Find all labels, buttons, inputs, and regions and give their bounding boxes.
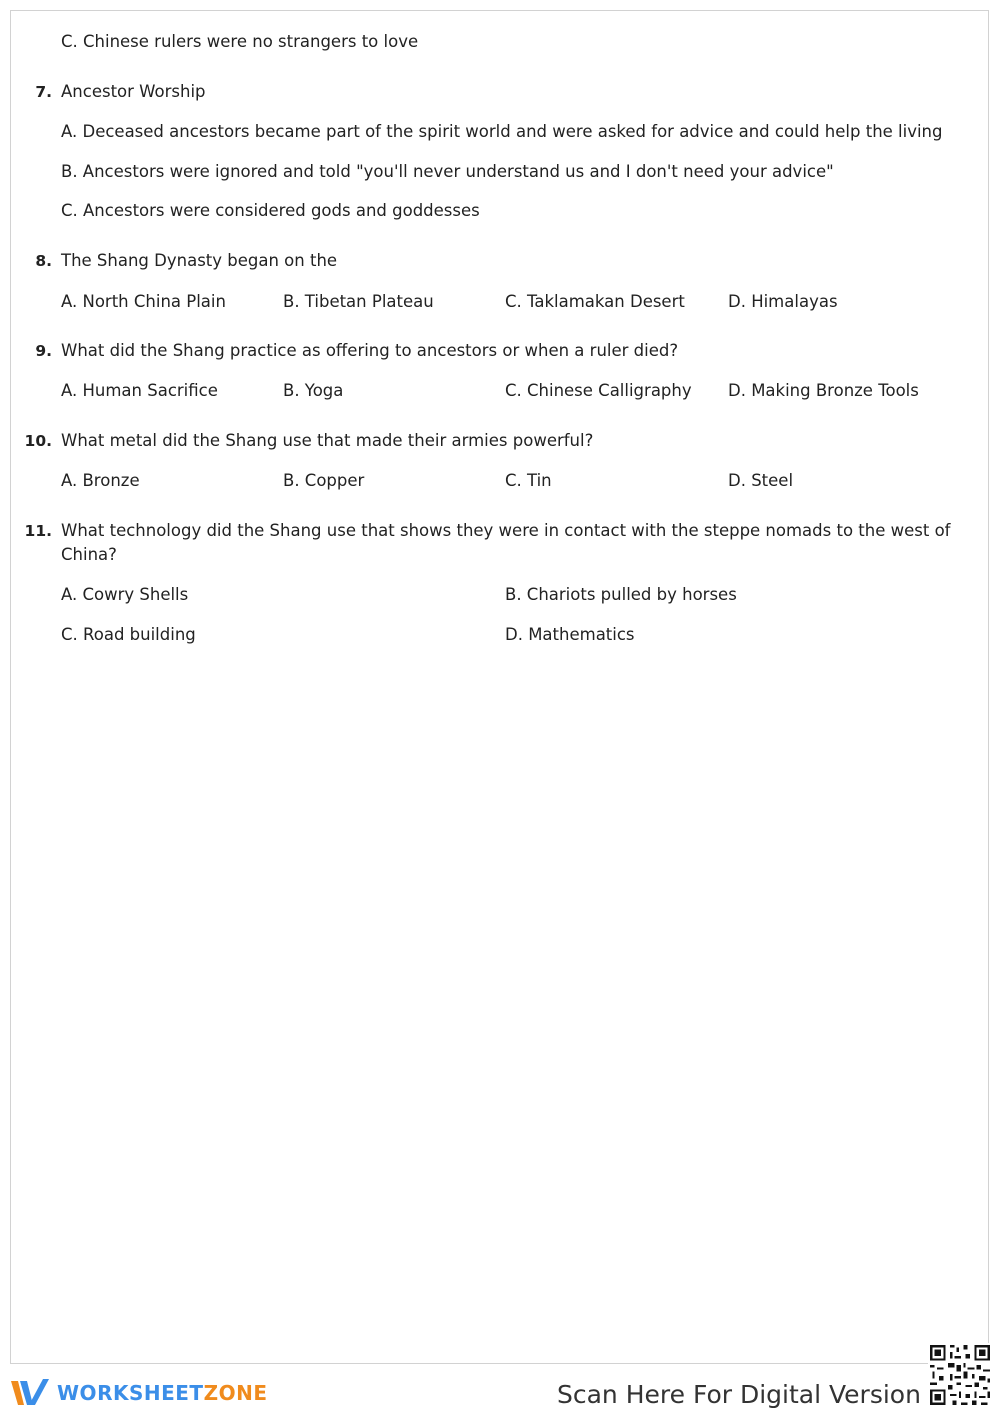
logo-word-zone: ZONE xyxy=(203,1381,268,1405)
option-c[interactable]: C. Chinese Calligraphy xyxy=(505,381,692,400)
question-text: The Shang Dynasty began on the xyxy=(61,251,338,270)
worksheetzone-logo-icon xyxy=(9,1377,51,1409)
option-c[interactable]: C. Ancestors were considered gods and goddesses xyxy=(61,201,480,220)
question-text: What did the Shang practice as offering to ancestors or when a ruler died? xyxy=(61,341,679,360)
question-number: 8. xyxy=(35,252,52,270)
qr-code-icon[interactable] xyxy=(928,1343,992,1407)
option-d[interactable]: D. Mathematics xyxy=(505,625,635,644)
logo-word-worksheet: WORKSHEET xyxy=(57,1381,204,1405)
question-number: 10. xyxy=(24,432,52,450)
question-number: 11. xyxy=(24,522,52,540)
option-b[interactable]: B. Tibetan Plateau xyxy=(283,292,434,311)
option-a[interactable]: A. Deceased ancestors became part of the spirit world and were asked for advice and could help the living xyxy=(61,122,943,141)
option-b[interactable]: B. Chariots pulled by horses xyxy=(505,585,737,604)
option-c[interactable]: C. Road building xyxy=(61,625,196,644)
question-number: 9. xyxy=(35,342,52,360)
option-c[interactable]: C. Tin xyxy=(505,471,552,490)
option-d[interactable]: D. Himalayas xyxy=(728,292,838,311)
option-b[interactable]: B. Ancestors were ignored and told "you'll never understand us and I don't need your advice" xyxy=(61,162,834,181)
option-a[interactable]: A. Cowry Shells xyxy=(61,585,189,604)
option-a[interactable]: A. Bronze xyxy=(61,471,140,490)
prev-question-option-c: C. Chinese rulers were no strangers to love xyxy=(61,32,419,51)
question-text: Ancestor Worship xyxy=(61,82,206,101)
option-c[interactable]: C. Taklamakan Desert xyxy=(505,292,685,311)
option-d[interactable]: D. Making Bronze Tools xyxy=(728,381,919,400)
option-a[interactable]: A. North China Plain xyxy=(61,292,226,311)
scan-here-label: Scan Here For Digital Version xyxy=(557,1380,921,1409)
question-text-line-1: What technology did the Shang use that shows they were in contact with the steppe nomads to the west of xyxy=(61,521,951,540)
option-b[interactable]: B. Copper xyxy=(283,471,365,490)
option-a[interactable]: A. Human Sacrifice xyxy=(61,381,218,400)
worksheetzone-logo[interactable] xyxy=(9,1377,267,1409)
question-text: What metal did the Shang use that made their armies powerful? xyxy=(61,431,594,450)
question-text-line-2: China? xyxy=(61,545,117,564)
option-d[interactable]: D. Steel xyxy=(728,471,794,490)
option-b[interactable]: B. Yoga xyxy=(283,381,344,400)
question-number: 7. xyxy=(35,83,52,101)
